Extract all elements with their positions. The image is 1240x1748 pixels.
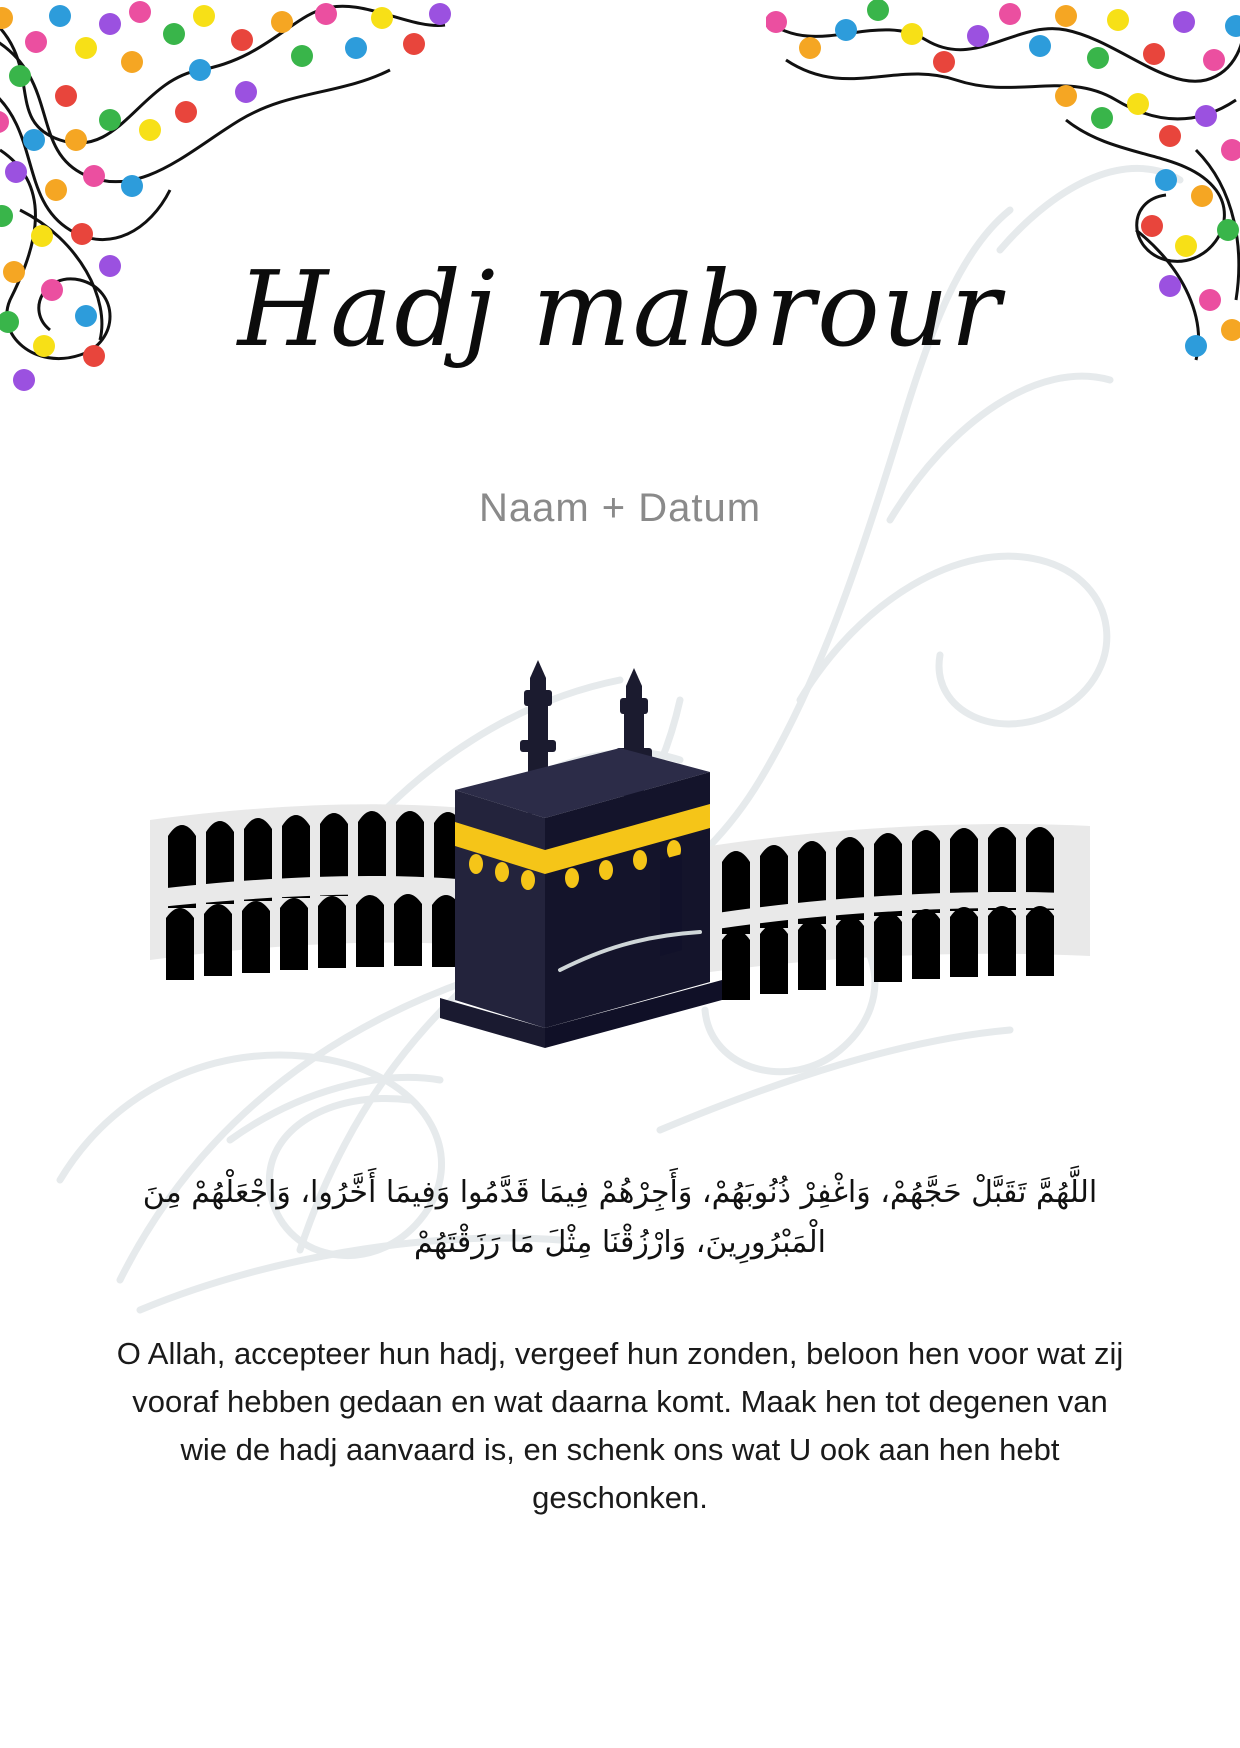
kaaba	[440, 748, 722, 1048]
arabic-dua-text: اللَّهُمَّ تَقَبَّلْ حَجَّهُمْ، وَاغْفِرْ ذُنُوبَهُمْ، وَأَجِرْهُمْ فِيمَا قَدَّمُوا وَفِيمَا أَخَّرُوا، وَاجْعَلْهُمْ مِنَ الْمَبْرُورِينَ، وَارْزُقْنَا مِثْلَ مَا رَزَقْتَهُمْ	[142, 1175, 1098, 1260]
page-title: Hadj mabrour	[237, 248, 1003, 370]
dutch-translation-text: O Allah, accepteer hun hadj, vergeef hun zonden, beloon hen voor wat zij vooraf hebben gedaan en wat daarna komt. Maak hen tot degenen van wie de hadj aanvaard is, en schenk ons wat U ook aan hen hebt geschonken.	[116, 1336, 1124, 1516]
kaaba-illustration	[0, 650, 1240, 1070]
name-date-placeholder: Naam + Datum	[478, 486, 762, 530]
mosque-right	[710, 824, 1090, 1000]
